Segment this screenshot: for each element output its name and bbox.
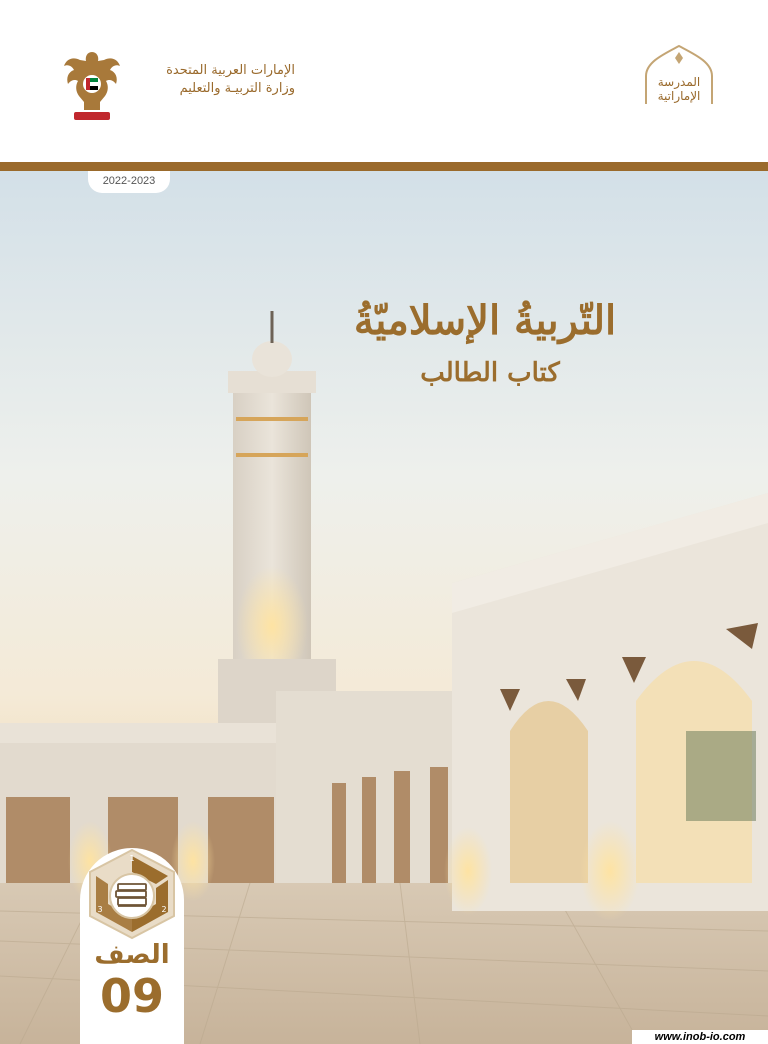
school-logo-text-line-2: الإماراتية <box>657 89 701 103</box>
academic-year-badge: 2022-2023 <box>88 171 170 193</box>
hex-number-1: 1 <box>129 854 135 863</box>
book-title: التّربيةُ الإسلاميّةُ <box>353 297 617 344</box>
hex-number-3: 3 <box>97 905 103 914</box>
ministry-line-2: وزارة التربيـة والتعليم <box>179 81 295 96</box>
hex-number-2: 2 <box>161 905 167 914</box>
grade-number: 09 <box>99 969 164 1023</box>
school-logo-text <box>636 75 722 103</box>
school-logo-text-line-1: المدرسة <box>657 75 701 89</box>
book-subtitle: كتاب الطالب <box>420 358 560 388</box>
website-watermark[interactable]: www.inob-io.com <box>632 1030 768 1044</box>
grade-label: الصف <box>94 940 170 970</box>
ministry-line-1: الإمارات العربية المتحدة <box>166 63 295 78</box>
ministry-name <box>130 62 295 98</box>
grade-hexagon-icon <box>80 846 184 942</box>
emirati-school-logo <box>636 42 726 114</box>
header-divider <box>0 162 768 171</box>
uae-emblem-icon <box>62 48 122 124</box>
